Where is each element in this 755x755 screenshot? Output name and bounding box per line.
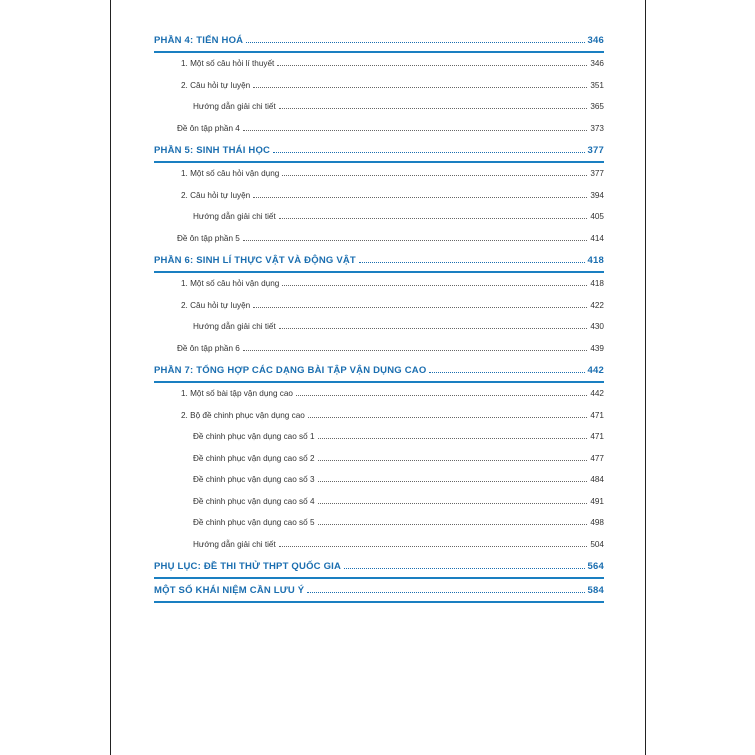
toc-page-number: 498 bbox=[590, 518, 604, 528]
dot-leader bbox=[307, 592, 584, 593]
toc-page-number: 439 bbox=[590, 343, 604, 353]
dot-leader bbox=[359, 262, 585, 263]
toc-section-row bbox=[154, 249, 604, 273]
toc-page-number: 351 bbox=[590, 80, 604, 90]
toc-page-number: 346 bbox=[587, 34, 604, 46]
toc-entry-row bbox=[154, 491, 604, 513]
toc-page-number: 564 bbox=[587, 560, 604, 572]
toc-entry-row bbox=[154, 273, 604, 295]
toc-page-number: 477 bbox=[590, 453, 604, 463]
toc-page-number: 394 bbox=[590, 190, 604, 200]
toc-page-number: 418 bbox=[590, 279, 604, 289]
toc-entry-row bbox=[154, 53, 604, 75]
dot-leader bbox=[344, 568, 584, 569]
toc-page-number: 377 bbox=[590, 169, 604, 179]
dot-leader bbox=[279, 218, 588, 219]
toc-section-title: PHỤ LỤC: ĐỀ THI THỬ THPT QUỐC GIA bbox=[154, 560, 342, 572]
toc-page-number: 504 bbox=[590, 539, 604, 549]
toc-section-title: PHẦN 4: TIẾN HOÁ bbox=[154, 34, 244, 46]
toc-entry-row bbox=[154, 316, 604, 338]
dot-leader bbox=[243, 240, 588, 241]
dot-leader bbox=[279, 108, 588, 109]
dot-leader bbox=[279, 546, 588, 547]
dot-leader bbox=[243, 130, 588, 131]
toc-entry-title: Đề chinh phục vận dụng cao số 3 bbox=[193, 475, 315, 485]
dot-leader bbox=[318, 503, 588, 504]
toc-page-number: 484 bbox=[590, 475, 604, 485]
toc-entry-title: 2. Câu hỏi tự luyện bbox=[181, 300, 251, 310]
toc-entry-row bbox=[154, 469, 604, 491]
toc-page-number: 414 bbox=[590, 233, 604, 243]
toc-entry-title: Đề ôn tập phần 6 bbox=[177, 343, 240, 353]
toc-page-number: 405 bbox=[590, 212, 604, 222]
toc-page-number: 346 bbox=[590, 59, 604, 69]
toc-page-number: 442 bbox=[587, 364, 604, 376]
toc-entry-title: 1. Một số câu hỏi vận dụng bbox=[181, 169, 280, 179]
dot-leader bbox=[253, 87, 587, 88]
toc-entry-title: Hướng dẫn giải chi tiết bbox=[193, 322, 276, 332]
dot-leader bbox=[246, 42, 584, 43]
toc-entry-row bbox=[154, 228, 604, 250]
toc-entry-row bbox=[154, 383, 604, 405]
toc-entry-row bbox=[154, 512, 604, 534]
dot-leader bbox=[282, 285, 587, 286]
toc-entry-row bbox=[154, 75, 604, 97]
toc-section-title: MỘT SỐ KHÁI NIỆM CẦN LƯU Ý bbox=[154, 584, 305, 596]
toc-section-row bbox=[154, 555, 604, 579]
toc-page-number: 430 bbox=[590, 322, 604, 332]
dot-leader bbox=[318, 460, 588, 461]
dot-leader bbox=[318, 481, 588, 482]
toc-page-number: 491 bbox=[590, 496, 604, 506]
dot-leader bbox=[429, 372, 584, 373]
table-of-contents bbox=[154, 29, 604, 603]
toc-entry-row bbox=[154, 185, 604, 207]
toc-entry-title: 1. Một số câu hỏi vận dụng bbox=[181, 279, 280, 289]
toc-entry-row bbox=[154, 426, 604, 448]
toc-page-number: 584 bbox=[587, 584, 604, 596]
dot-leader bbox=[282, 175, 587, 176]
toc-entry-row bbox=[154, 96, 604, 118]
toc-entry-title: Đề chinh phục vận dụng cao số 5 bbox=[193, 518, 315, 528]
toc-entry-row bbox=[154, 206, 604, 228]
toc-entry-title: 2. Câu hỏi tự luyện bbox=[181, 80, 251, 90]
toc-section-row bbox=[154, 29, 604, 53]
dot-leader bbox=[243, 350, 588, 351]
toc-page-number: 471 bbox=[590, 410, 604, 420]
toc-entry-title: Đề ôn tập phần 5 bbox=[177, 233, 240, 243]
toc-entry-row bbox=[154, 405, 604, 427]
dot-leader bbox=[279, 328, 588, 329]
toc-entry-title: Đề ôn tập phần 4 bbox=[177, 123, 240, 133]
toc-entry-title: Đề chinh phục vận dụng cao số 1 bbox=[193, 432, 315, 442]
toc-entry-title: 1. Một số câu hỏi lí thuyết bbox=[181, 59, 275, 69]
toc-entry-row bbox=[154, 338, 604, 360]
toc-section-title: PHẦN 7: TỔNG HỢP CÁC DẠNG BÀI TẬP VẬN DỤNG CAO bbox=[154, 364, 427, 376]
toc-page-number: 471 bbox=[590, 432, 604, 442]
toc-entry-title: Đề chinh phục vận dụng cao số 4 bbox=[193, 496, 315, 506]
toc-entry-row bbox=[154, 118, 604, 140]
toc-page-number: 418 bbox=[587, 254, 604, 266]
toc-entry-title: Đề chinh phục vận dụng cao số 2 bbox=[193, 453, 315, 463]
toc-page-number: 422 bbox=[590, 300, 604, 310]
dot-leader bbox=[273, 152, 584, 153]
dot-leader bbox=[253, 307, 587, 308]
toc-entry-title: Hướng dẫn giải chi tiết bbox=[193, 102, 276, 112]
dot-leader bbox=[308, 417, 588, 418]
toc-section-row bbox=[154, 359, 604, 383]
dot-leader bbox=[318, 438, 588, 439]
toc-page-number: 442 bbox=[590, 389, 604, 399]
toc-page-number: 373 bbox=[590, 123, 604, 133]
dot-leader bbox=[277, 65, 587, 66]
toc-section-title: PHẦN 5: SINH THÁI HỌC bbox=[154, 144, 271, 156]
dot-leader bbox=[318, 524, 588, 525]
toc-entry-title: Hướng dẫn giải chi tiết bbox=[193, 539, 276, 549]
toc-entry-title: Hướng dẫn giải chi tiết bbox=[193, 212, 276, 222]
toc-page-number: 365 bbox=[590, 102, 604, 112]
toc-entry-row bbox=[154, 448, 604, 470]
toc-entry-title: 2. Câu hỏi tự luyện bbox=[181, 190, 251, 200]
toc-section-row bbox=[154, 139, 604, 163]
toc-entry-title: 1. Một số bài tập vận dụng cao bbox=[181, 389, 293, 399]
toc-entry-title: 2. Bộ đề chinh phục vận dụng cao bbox=[181, 410, 305, 420]
toc-section-row bbox=[154, 579, 604, 603]
toc-entry-row bbox=[154, 534, 604, 556]
toc-entry-row bbox=[154, 163, 604, 185]
dot-leader bbox=[253, 197, 587, 198]
toc-entry-row bbox=[154, 295, 604, 317]
dot-leader bbox=[296, 395, 587, 396]
toc-section-title: PHẦN 6: SINH LÍ THỰC VẬT VÀ ĐỘNG VẬT bbox=[154, 254, 356, 266]
toc-page-number: 377 bbox=[587, 144, 604, 156]
